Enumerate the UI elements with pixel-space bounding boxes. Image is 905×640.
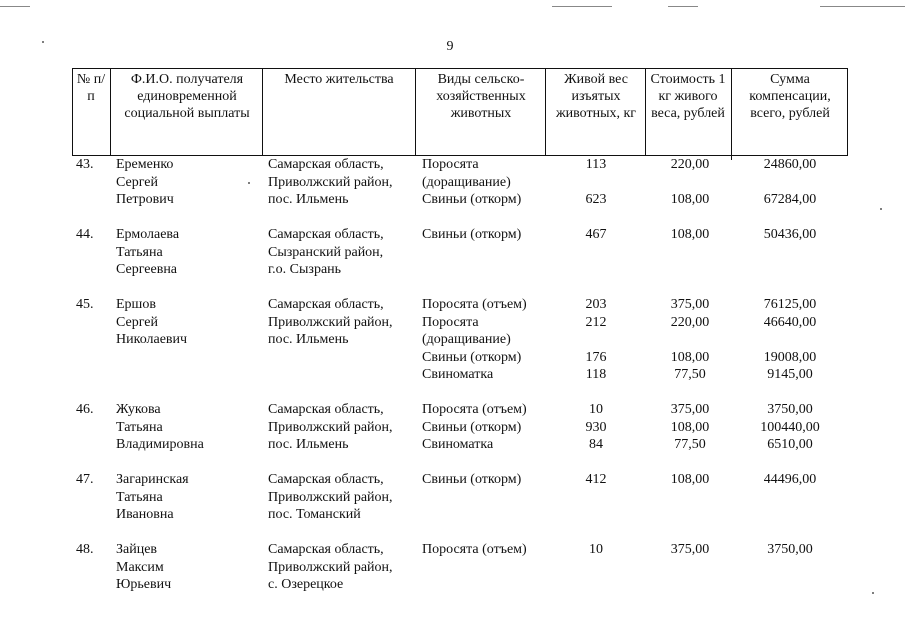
animal-kind-line: (доращивание) xyxy=(422,174,511,190)
price-per-kg: 77,50 xyxy=(674,437,706,452)
live-weight: 10 xyxy=(589,402,603,417)
price-per-kg: 375,00 xyxy=(670,402,710,417)
recipient-name xyxy=(116,156,256,209)
live-weight: 412 xyxy=(585,472,607,487)
scan-speck xyxy=(872,592,874,594)
price-per-kg: 108,00 xyxy=(670,349,710,365)
animal-kind xyxy=(422,226,562,244)
name-line: Татьяна xyxy=(116,489,163,505)
name-line: Еременко xyxy=(116,157,174,172)
residence-line: Самарская область, xyxy=(268,542,384,557)
animal-kind xyxy=(422,314,562,349)
residence-line: Самарская область, xyxy=(268,227,384,242)
row-number: 47. xyxy=(76,472,94,487)
animal-kind-line: Свиньи (откорм) xyxy=(422,227,522,242)
live-weight: 212 xyxy=(585,314,607,330)
price-per-kg: 108,00 xyxy=(670,192,710,207)
page-number: 9 xyxy=(446,39,454,54)
name-line: Татьяна xyxy=(116,419,163,435)
price-per-kg: 375,00 xyxy=(670,542,710,557)
scan-edge-line xyxy=(820,6,905,7)
name-line: Петрович xyxy=(116,192,174,207)
residence-line: пос. Ильмень xyxy=(268,192,349,207)
compensation-sum: 3750,00 xyxy=(767,542,813,557)
animal-kind xyxy=(422,401,562,419)
price-per-kg: 108,00 xyxy=(670,419,710,435)
row-number: 44. xyxy=(76,227,94,242)
price-per-kg: 77,50 xyxy=(674,367,706,382)
animal-kind-line: Поросята xyxy=(422,157,479,172)
header-num: № п/п xyxy=(76,72,106,104)
name-line: Загаринская xyxy=(116,472,189,487)
animal-kind-line: Поросята xyxy=(422,314,479,330)
residence-line: Сызранский район, xyxy=(268,244,384,260)
residence-line: с. Озерецкое xyxy=(268,577,344,592)
scan-edge-line xyxy=(668,6,698,7)
animal-kind-line: Свиньи (откорм) xyxy=(422,419,522,435)
animal-kind xyxy=(422,191,562,209)
residence-line: пос. Ильмень xyxy=(268,332,349,347)
animal-kind xyxy=(422,436,562,454)
recipient-name xyxy=(116,541,256,594)
row-number: 48. xyxy=(76,542,94,557)
animal-kind xyxy=(422,541,562,559)
column-divider xyxy=(110,68,111,156)
animal-kind-line: (доращивание) xyxy=(422,332,511,347)
residence-line: пос. Ильмень xyxy=(268,437,349,452)
name-line: Николаевич xyxy=(116,332,188,347)
compensation-sum: 24860,00 xyxy=(763,157,817,172)
column-divider xyxy=(545,68,546,156)
header-location: Место жительства xyxy=(284,72,394,87)
header-weight: Живой вес изъятых животных, кг xyxy=(555,72,637,121)
live-weight: 118 xyxy=(585,367,607,382)
column-divider xyxy=(415,68,416,156)
residence-line: Самарская область, xyxy=(268,157,384,172)
scan-edge-line xyxy=(552,6,612,7)
residence xyxy=(268,226,418,279)
price-per-kg: 220,00 xyxy=(670,314,710,330)
animal-kind-line: Свиньи (откорм) xyxy=(422,192,522,207)
animal-kind-line: Свиноматка xyxy=(422,437,494,452)
live-weight: 930 xyxy=(585,419,607,435)
column-divider xyxy=(645,68,646,156)
name-line: Ермолаева xyxy=(116,227,180,242)
header-price: Стоимость 1 кг живого веса, рублей xyxy=(650,72,726,121)
residence-line: пос. Томанский xyxy=(268,507,361,522)
animal-kind xyxy=(422,349,562,367)
compensation-sum: 50436,00 xyxy=(763,227,817,242)
name-line: Ершов xyxy=(116,297,156,312)
residence xyxy=(268,541,418,594)
live-weight: 623 xyxy=(585,192,607,207)
name-line: Максим xyxy=(116,559,164,575)
scan-edge-line xyxy=(0,6,30,7)
residence-line: Приволжский район, xyxy=(268,314,393,330)
name-line: Сергей xyxy=(116,174,158,190)
animal-kind xyxy=(422,296,562,314)
residence-line: Самарская область, xyxy=(268,402,384,417)
residence-line: г.о. Сызрань xyxy=(268,262,342,277)
residence-line: Самарская область, xyxy=(268,472,384,487)
compensation-sum: 100440,00 xyxy=(760,419,820,435)
live-weight: 10 xyxy=(589,542,603,557)
header-name: Ф.И.О. получателя единовременной социальной выплаты xyxy=(124,72,250,121)
price-per-kg: 220,00 xyxy=(670,157,710,172)
residence xyxy=(268,401,418,454)
live-weight: 84 xyxy=(589,437,603,452)
price-per-kg: 108,00 xyxy=(670,472,710,487)
residence xyxy=(268,471,418,524)
recipient-name xyxy=(116,296,256,349)
residence-line: Приволжский район, xyxy=(268,419,393,435)
name-line: Юрьевич xyxy=(116,577,172,592)
name-line: Сергей xyxy=(116,314,158,330)
column-divider xyxy=(731,68,732,160)
compensation-sum: 76125,00 xyxy=(763,297,817,312)
recipient-name xyxy=(116,226,256,279)
price-per-kg: 375,00 xyxy=(670,297,710,312)
compensation-sum: 44496,00 xyxy=(763,472,817,487)
animal-kind xyxy=(422,471,562,489)
name-line: Владимировна xyxy=(116,437,204,452)
recipient-name xyxy=(116,471,256,524)
price-per-kg: 108,00 xyxy=(670,227,710,242)
header-kind: Виды сельско-хозяйственных животных xyxy=(436,72,526,121)
compensation-sum: 19008,00 xyxy=(763,349,817,365)
residence-line: Приволжский район, xyxy=(268,559,393,575)
residence-line: Самарская область, xyxy=(268,297,384,312)
compensation-sum: 6510,00 xyxy=(767,437,813,452)
name-line: Зайцев xyxy=(116,542,158,557)
residence-line: Приволжский район, xyxy=(268,489,393,505)
animal-kind-line: Свиньи (откорм) xyxy=(422,472,522,487)
compensation-sum: 3750,00 xyxy=(767,402,813,417)
animal-kind-line: Поросята (отъем) xyxy=(422,297,527,312)
column-divider xyxy=(262,68,263,156)
compensation-sum: 9145,00 xyxy=(767,367,813,382)
animal-kind-line: Поросята (отъем) xyxy=(422,542,527,557)
animal-kind xyxy=(422,419,562,437)
header-sum: Сумма компенсации, всего, рублей xyxy=(749,72,831,121)
scan-speck xyxy=(42,41,44,43)
name-line: Ивановна xyxy=(116,507,174,522)
animal-kind xyxy=(422,156,562,191)
row-number: 46. xyxy=(76,402,94,417)
recipient-name xyxy=(116,401,256,454)
live-weight: 113 xyxy=(585,157,607,172)
residence-line: Приволжский район, xyxy=(268,174,393,190)
name-line: Жукова xyxy=(116,402,161,417)
live-weight: 467 xyxy=(585,227,607,242)
residence xyxy=(268,296,418,349)
scan-speck xyxy=(880,208,882,210)
name-line: Татьяна xyxy=(116,244,163,260)
animal-kind-line: Свиньи (откорм) xyxy=(422,349,522,365)
compensation-sum: 46640,00 xyxy=(763,314,817,330)
animal-kind xyxy=(422,366,562,384)
compensation-sum: 67284,00 xyxy=(763,192,817,207)
animal-kind-line: Свиноматка xyxy=(422,367,494,382)
animal-kind-line: Поросята (отъем) xyxy=(422,402,527,417)
row-number: 45. xyxy=(76,297,94,312)
live-weight: 203 xyxy=(585,297,607,312)
row-number: 43. xyxy=(76,157,94,172)
residence xyxy=(268,156,418,209)
live-weight: 176 xyxy=(585,349,607,365)
name-line: Сергеевна xyxy=(116,262,178,277)
